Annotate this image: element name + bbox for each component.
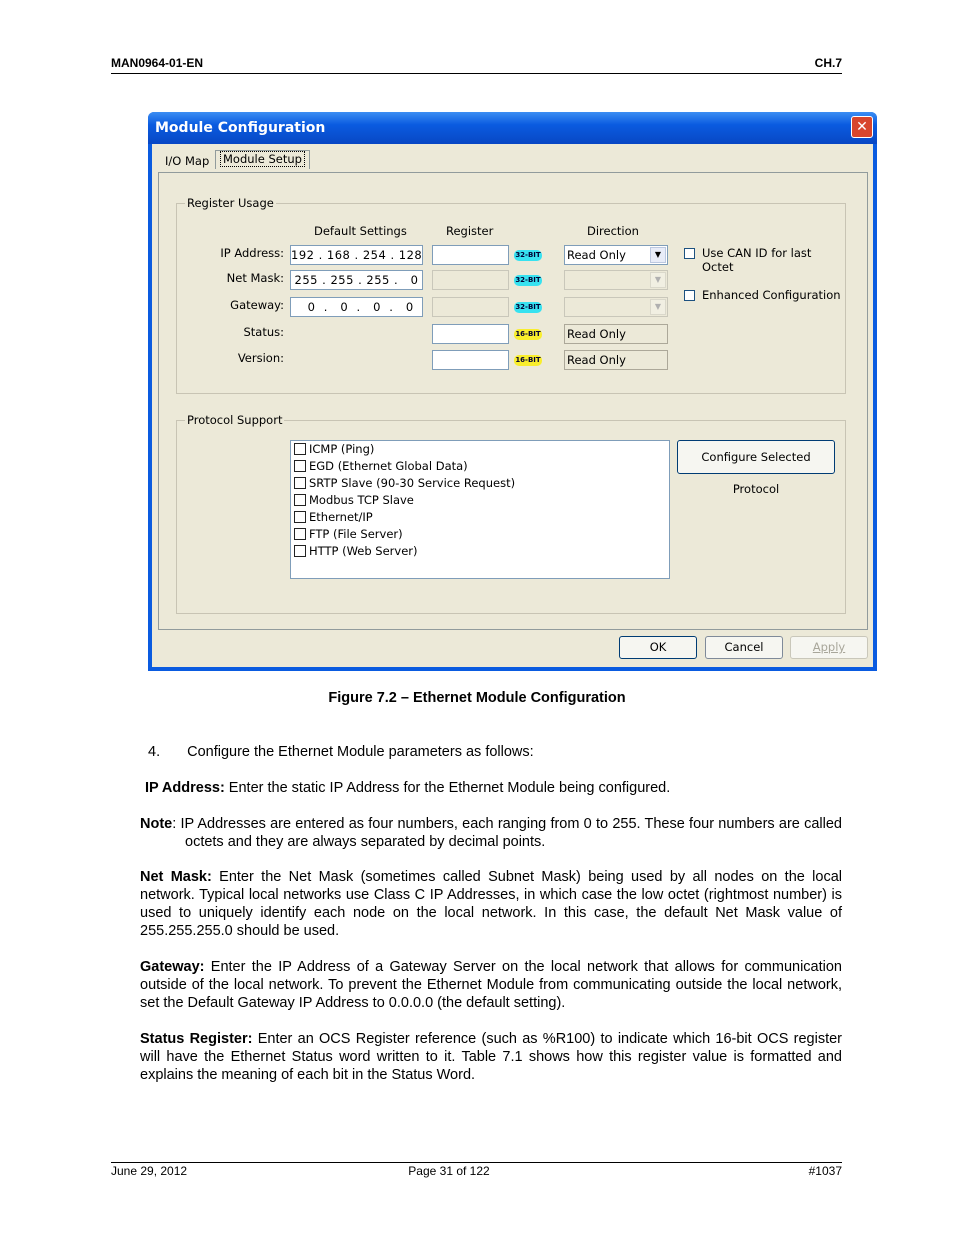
footer-date: June 29, 2012 — [111, 1164, 188, 1178]
step-number: 4. — [148, 744, 161, 760]
ip-address-paragraph — [145, 779, 847, 797]
protocol-label: Modbus TCP Slave — [309, 493, 414, 507]
protocol-checkbox[interactable] — [294, 511, 306, 523]
list-item[interactable] — [294, 442, 374, 459]
close-icon[interactable]: ✕ — [851, 116, 873, 138]
version-register-input[interactable] — [432, 350, 509, 370]
status-direction-value: Read Only — [564, 324, 668, 344]
list-item[interactable] — [294, 510, 373, 527]
list-item[interactable] — [294, 493, 414, 510]
footer-rule — [111, 1162, 842, 1163]
list-item[interactable] — [294, 544, 418, 561]
register-usage-label: Register Usage — [187, 196, 274, 210]
status-label: Status: — [243, 325, 284, 339]
protocol-support-label: Protocol Support — [187, 413, 283, 427]
gateway-label: Gateway: — [230, 298, 284, 312]
col-default-settings: Default Settings — [314, 224, 407, 238]
ip-address-input[interactable]: 192 . 168 . 254 . 128 — [290, 245, 423, 265]
version-direction-value: Read Only — [564, 350, 668, 370]
ip-address-direction-select[interactable] — [564, 245, 668, 265]
bits-badge: 32-BIT — [515, 251, 541, 259]
ok-button[interactable]: OK — [619, 636, 697, 659]
protocol-checkbox[interactable] — [294, 460, 306, 472]
protocol-checkbox[interactable] — [294, 477, 306, 489]
enhanced-config-label: Enhanced Configuration — [702, 288, 841, 302]
ip-address-label: IP Address: — [220, 246, 284, 260]
net-mask-register-input[interactable] — [432, 270, 509, 290]
bits-badge: 32-BIT — [515, 303, 541, 311]
protocol-checkbox[interactable] — [294, 528, 306, 540]
header-rule — [111, 73, 842, 74]
bits-badge: 16-BIT — [515, 356, 541, 364]
dialog-client — [152, 144, 873, 667]
gateway-term: Gateway: — [140, 959, 205, 975]
bits-badge: 16-BIT — [515, 330, 541, 338]
protocol-label: HTTP (Web Server) — [309, 544, 418, 558]
gateway-text: Enter the IP Address of a Gateway Server on the local network that allows for communication outside of the local network. To prevent the Ethernet Module from communicating outside the local network, set the Default Gateway IP Address to 0.0.0.0 (the default setting). — [140, 959, 842, 1011]
version-label: Version: — [237, 351, 284, 365]
protocol-checkbox[interactable] — [294, 494, 306, 506]
ip-address-register-input[interactable] — [432, 245, 509, 265]
doc-id: MAN0964-01-EN — [111, 56, 204, 70]
step-text: Configure the Ethernet Module parameters as follows: — [187, 744, 534, 760]
protocol-label: ICMP (Ping) — [309, 442, 375, 456]
protocol-checkbox[interactable] — [294, 545, 306, 557]
protocol-label: Ethernet/IP — [309, 510, 373, 524]
list-item[interactable] — [294, 476, 515, 493]
footer-page-number: Page 31 of 122 — [408, 1164, 490, 1178]
net-mask-text: Enter the Net Mask (sometimes called Subnet Mask) being used by all nodes on the local network. Typical local networks use Class C IP Addresses, in which case the low octet (rightmost number) is used to uniquely identify each node on the local network. In this case, the default Net Mask value of 255.255.255.0 should be used. — [140, 869, 842, 939]
gateway-direction-select[interactable] — [564, 297, 668, 317]
protocol-support-group — [176, 413, 846, 614]
figure-caption: Figure 7.2 – Ethernet Module Configuration — [328, 690, 626, 706]
protocol-list[interactable] — [290, 440, 670, 579]
note-term: Note — [140, 816, 173, 832]
status-register-text: Enter an OCS Register reference (such as %R100) to indicate which 16-bit OCS register will have the Ethernet Status word written to it. Table 7.1 shows how this register value is formatted and explains the meaning of each bit in the Status Word. — [140, 1031, 842, 1083]
register-usage-group — [176, 196, 846, 394]
tab-panel — [158, 172, 868, 630]
chevron-down-icon[interactable]: ▼ — [650, 299, 666, 315]
ip-address-text: Enter the static IP Address for the Ethernet Module being configured. — [224, 780, 671, 796]
list-item[interactable] — [294, 459, 468, 476]
protocol-label: SRTP Slave (90-30 Service Request) — [309, 476, 516, 490]
note-paragraph — [140, 815, 842, 851]
step-item — [148, 743, 850, 761]
col-direction: Direction — [587, 224, 639, 238]
status-register-paragraph — [140, 1030, 842, 1084]
net-mask-direction-select[interactable] — [564, 270, 668, 290]
net-mask-paragraph — [140, 868, 842, 940]
chevron-down-icon[interactable]: ▼ — [650, 272, 666, 288]
col-register: Register — [446, 224, 494, 238]
net-mask-input[interactable]: 255 . 255 . 255 . 0 — [290, 270, 423, 290]
chapter-label: CH.7 — [814, 56, 842, 70]
net-mask-term: Net Mask: — [140, 869, 212, 885]
gateway-input[interactable]: 0 . 0 . 0 . 0 — [290, 297, 423, 317]
list-item[interactable] — [294, 527, 403, 544]
gateway-paragraph — [140, 958, 842, 1012]
status-register-input[interactable] — [432, 324, 509, 344]
net-mask-label: Net Mask: — [226, 271, 284, 285]
dialog-title: Module Configuration — [155, 120, 326, 136]
title-bar — [148, 112, 877, 144]
use-can-id-checkbox[interactable] — [684, 248, 695, 259]
chevron-down-icon[interactable]: ▼ — [650, 247, 666, 263]
module-configuration-dialog — [148, 112, 877, 671]
gateway-register-input[interactable] — [432, 297, 509, 317]
protocol-checkbox[interactable] — [294, 443, 306, 455]
tab-io-map[interactable]: I/O Map — [165, 154, 210, 168]
tab-module-setup[interactable] — [215, 150, 310, 169]
ip-address-direction-value: Read Only — [567, 248, 626, 262]
cancel-button[interactable]: Cancel — [705, 636, 783, 659]
protocol-label: EGD (Ethernet Global Data) — [309, 459, 468, 473]
use-can-id-label: Use CAN ID for last Octet — [702, 246, 812, 274]
footer-doc-number: #1037 — [808, 1164, 842, 1178]
bits-badge: 32-BIT — [515, 276, 541, 284]
ip-address-term: IP Address: — [145, 780, 225, 796]
tab-module-setup-label: Module Setup — [220, 151, 305, 167]
protocol-label: FTP (File Server) — [309, 527, 403, 541]
enhanced-config-checkbox[interactable] — [684, 290, 695, 301]
apply-button[interactable]: Apply — [790, 636, 868, 659]
status-register-term: Status Register: — [140, 1031, 253, 1047]
note-text: : IP Addresses are entered as four numbers, each ranging from 0 to 255. These four numbers are called octets and they are always separated by decimal points. — [172, 816, 842, 850]
configure-selected-protocol-button[interactable]: Configure Selected Protocol — [677, 440, 835, 474]
